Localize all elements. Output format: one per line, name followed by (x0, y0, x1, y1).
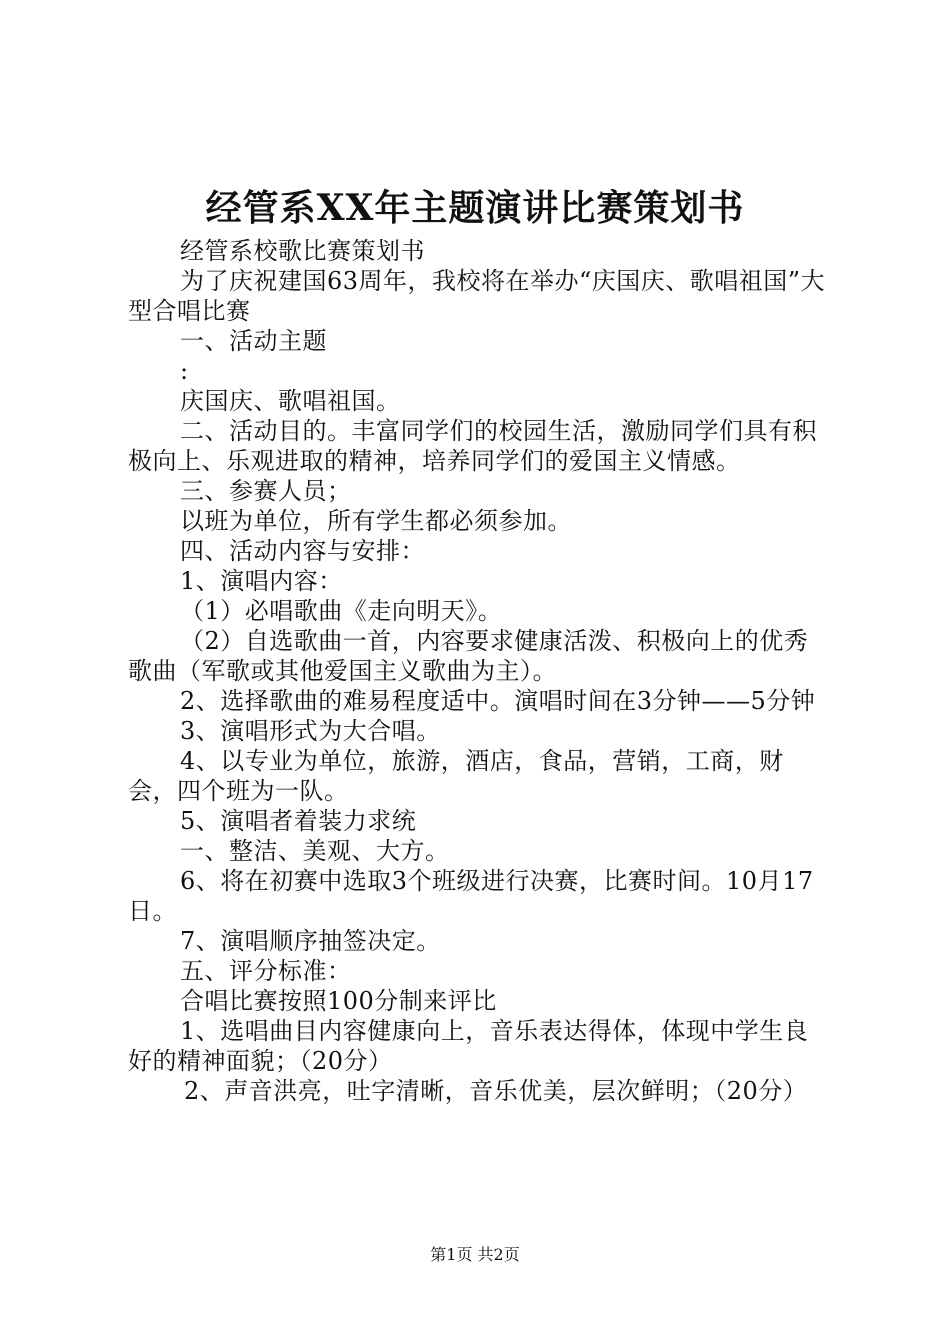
paragraph-theme-heading: 一、活动主题 (180, 327, 327, 355)
paragraph-item-2: 2、选择歌曲的难易程度适中。演唱时间在3分钟——5分钟 (180, 687, 816, 715)
paragraph-participants-heading: 三、参赛人员； (180, 477, 352, 505)
paragraph-item-6: 6、将在初赛中选取3个班级进行决赛，比赛时间。10月17日。 (128, 867, 814, 925)
paragraph-item-4: 4、以专业为单位，旅游，酒店，食品，营销，工商，财会，四个班为一队。 (128, 747, 784, 805)
paragraph-item-1-1: （1）必唱歌曲《走向明天》。 (180, 597, 503, 625)
paragraph-theme: 庆国庆、歌唱祖国。 (180, 387, 401, 415)
paragraph-scoring-2: 2、声音洪亮，吐字清晰，音乐优美，层次鲜明；（20分） (184, 1077, 808, 1105)
paragraph-subtitle: 经管系校歌比赛策划书 (180, 237, 425, 265)
paragraph-scoring-heading: 五、评分标准： (180, 957, 352, 985)
paragraph-content-heading: 四、活动内容与安排： (180, 537, 425, 565)
paragraph-intro: 为了庆祝建国63周年，我校将在举办“庆国庆、歌唱祖国”大型合唱比赛 (128, 267, 826, 325)
paragraph-item-1: 1、演唱内容： (180, 567, 343, 595)
paragraph-item-5: 5、演唱者着装力求统 (180, 807, 417, 835)
paragraph-item-7: 7、演唱顺序抽签决定。 (180, 927, 441, 955)
page-footer: 第1页 共2页 (430, 1245, 520, 1264)
paragraph-scoring-intro: 合唱比赛按照100分制来评比 (180, 987, 497, 1015)
paragraph-item-1-2: （2）自选歌曲一首，内容要求健康活泼、积极向上的优秀歌曲（军歌或其他爱国主义歌曲为主）。 (128, 627, 809, 685)
paragraph-colon: : (180, 357, 189, 385)
paragraph-item-3: 3、演唱形式为大合唱。 (180, 717, 441, 745)
document-title: 经管系XX年主题演讲比赛策划书 (205, 187, 745, 229)
paragraph-participants: 以班为单位，所有学生都必须参加。 (180, 507, 572, 535)
paragraph-item-5-cont: 一、整洁、美观、大方。 (180, 837, 450, 865)
document-body (128, 236, 832, 1106)
paragraph-scoring-1: 1、选唱曲目内容健康向上，音乐表达得体，体现中学生良好的精神面貌；（20分） (128, 1017, 809, 1075)
paragraph-purpose: 二、活动目的。丰富同学们的校园生活，激励同学们具有积极向上、乐观进取的精神，培养同学们的爱国主义情感。 (128, 417, 817, 475)
